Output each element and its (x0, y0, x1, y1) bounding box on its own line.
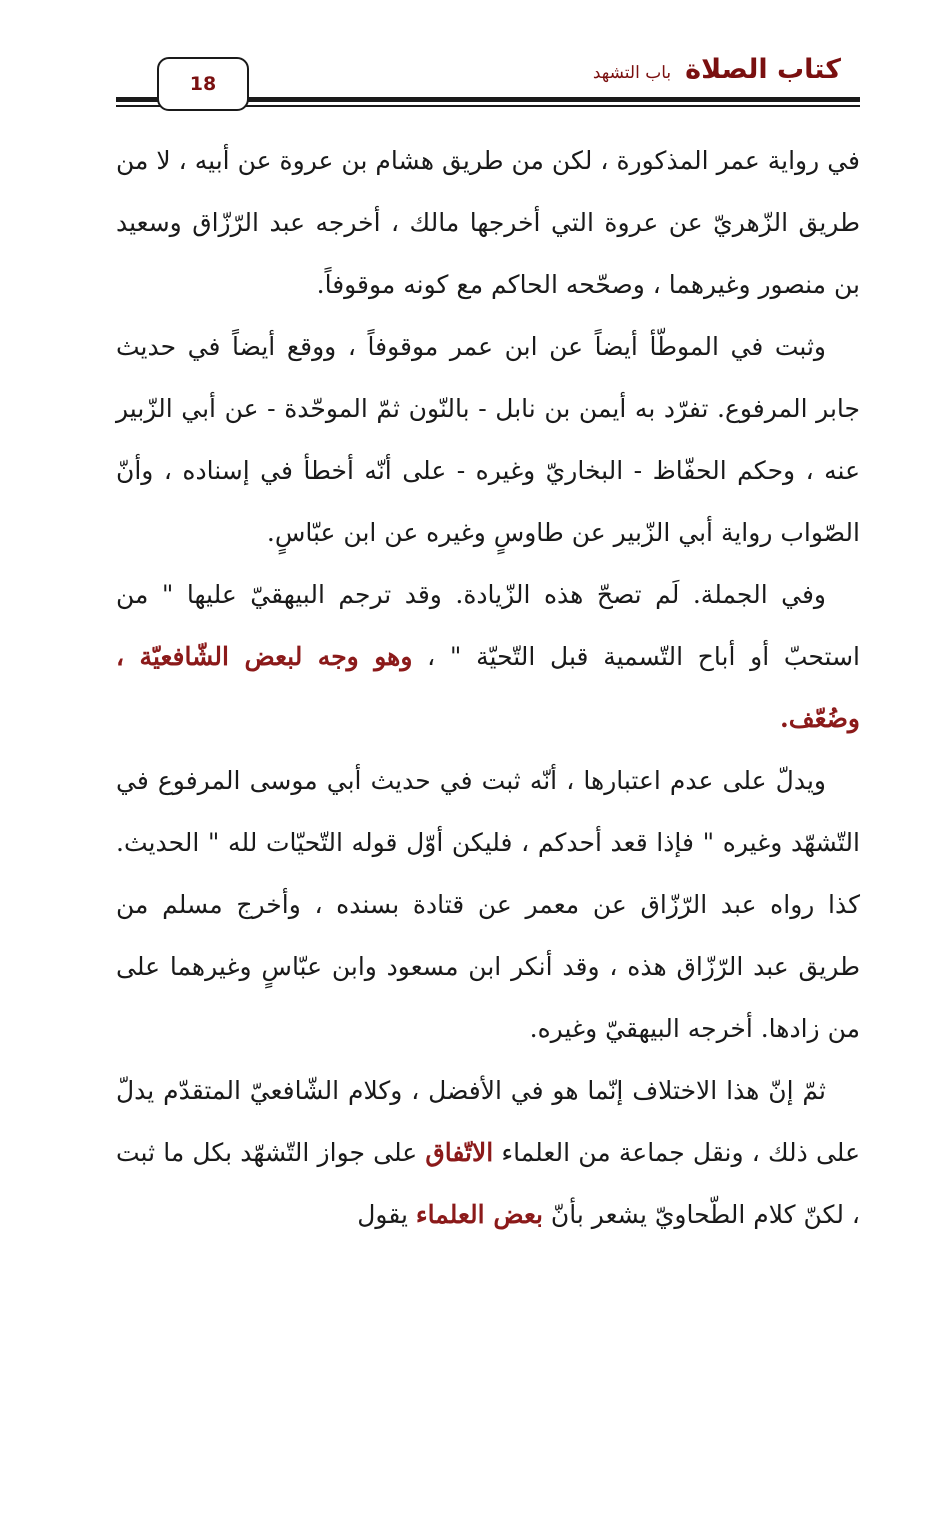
body-text (116, 130, 860, 1246)
page-number: 18 (189, 73, 217, 95)
book-title: كتاب الصلاة (685, 54, 841, 85)
paragraph (116, 1060, 860, 1246)
text-segment: في رواية عمر المذكورة ، لكن من طريق هشام بن عروة عن أبيه ، لا من طريق الزّهريّ عن عروة التي أخرجها مالك ، أخرجه عبد الرّزّاق وسعيد بن منصور وغيرهما ، وصحّحه الحاكم مع كونه موقوفاً. (116, 146, 860, 299)
page-number-box (157, 57, 249, 111)
text-segment: يقول (357, 1200, 416, 1229)
paragraph (116, 130, 860, 316)
paragraph (116, 316, 860, 564)
highlighted-text: وهو وجه لبعض الشّافعيّة ، وضُعّف. (116, 642, 860, 733)
paragraph (116, 564, 860, 750)
text-segment: على جواز التّشهّد بكل ما ثبت ، لكنّ كلام الطّحاويّ يشعر بأنّ (116, 1138, 860, 1229)
highlighted-text: بعض العلماء (415, 1200, 543, 1229)
text-segment: ثمّ إنّ هذا الاختلاف إنّما هو في الأفضل ، وكلام الشّافعيّ المتقدّم يدلّ على ذلك ، ونقل جماعة من العلماء (116, 1076, 860, 1167)
paragraph (116, 750, 860, 1060)
highlighted-text: الاتّفاق (425, 1138, 494, 1167)
text-segment: ويدلّ على عدم اعتبارها ، أنّه ثبت في حديث أبي موسى المرفوع في التّشهّد وغيره " فإذا قعد أحدكم ، فليكن أوّل قوله التّحيّات لله " الحديث. كذا رواه عبد الرّزّاق عن معمر عن قتادة بسنده ، وأخرج مسلم من طريق عبد الرّزّاق هذه ، وقد أنكر ابن مسعود وابن عبّاسٍ وغيرهما على من زادها. أخرجه البيهقيّ وغيره. (116, 766, 860, 1043)
text-segment: وفي الجملة. لَم تصحّ هذه الزّيادة. وقد ترجم البيهقيّ عليها " من استحبّ أو أباح التّسمية قبل التّحيّة " ، (116, 580, 860, 671)
page-header (0, 0, 945, 120)
running-title (593, 54, 841, 85)
chapter-title: باب التشهد (592, 63, 672, 83)
text-segment: وثبت في الموطّأ أيضاً عن ابن عمر موقوفاً ، ووقع أيضاً في حديث جابر المرفوع. تفرّد به أيمن بن نابل - بالنّون ثمّ الموحّدة - عن أبي الزّبير عنه ، وحكم الحفّاظ - البخاريّ وغيره - على أنّه أخطأ في إسناده ، وأنّ الصّواب رواية أبي الزّبير عن طاوسٍ وغيره عن ابن عبّاسٍ. (116, 332, 860, 547)
